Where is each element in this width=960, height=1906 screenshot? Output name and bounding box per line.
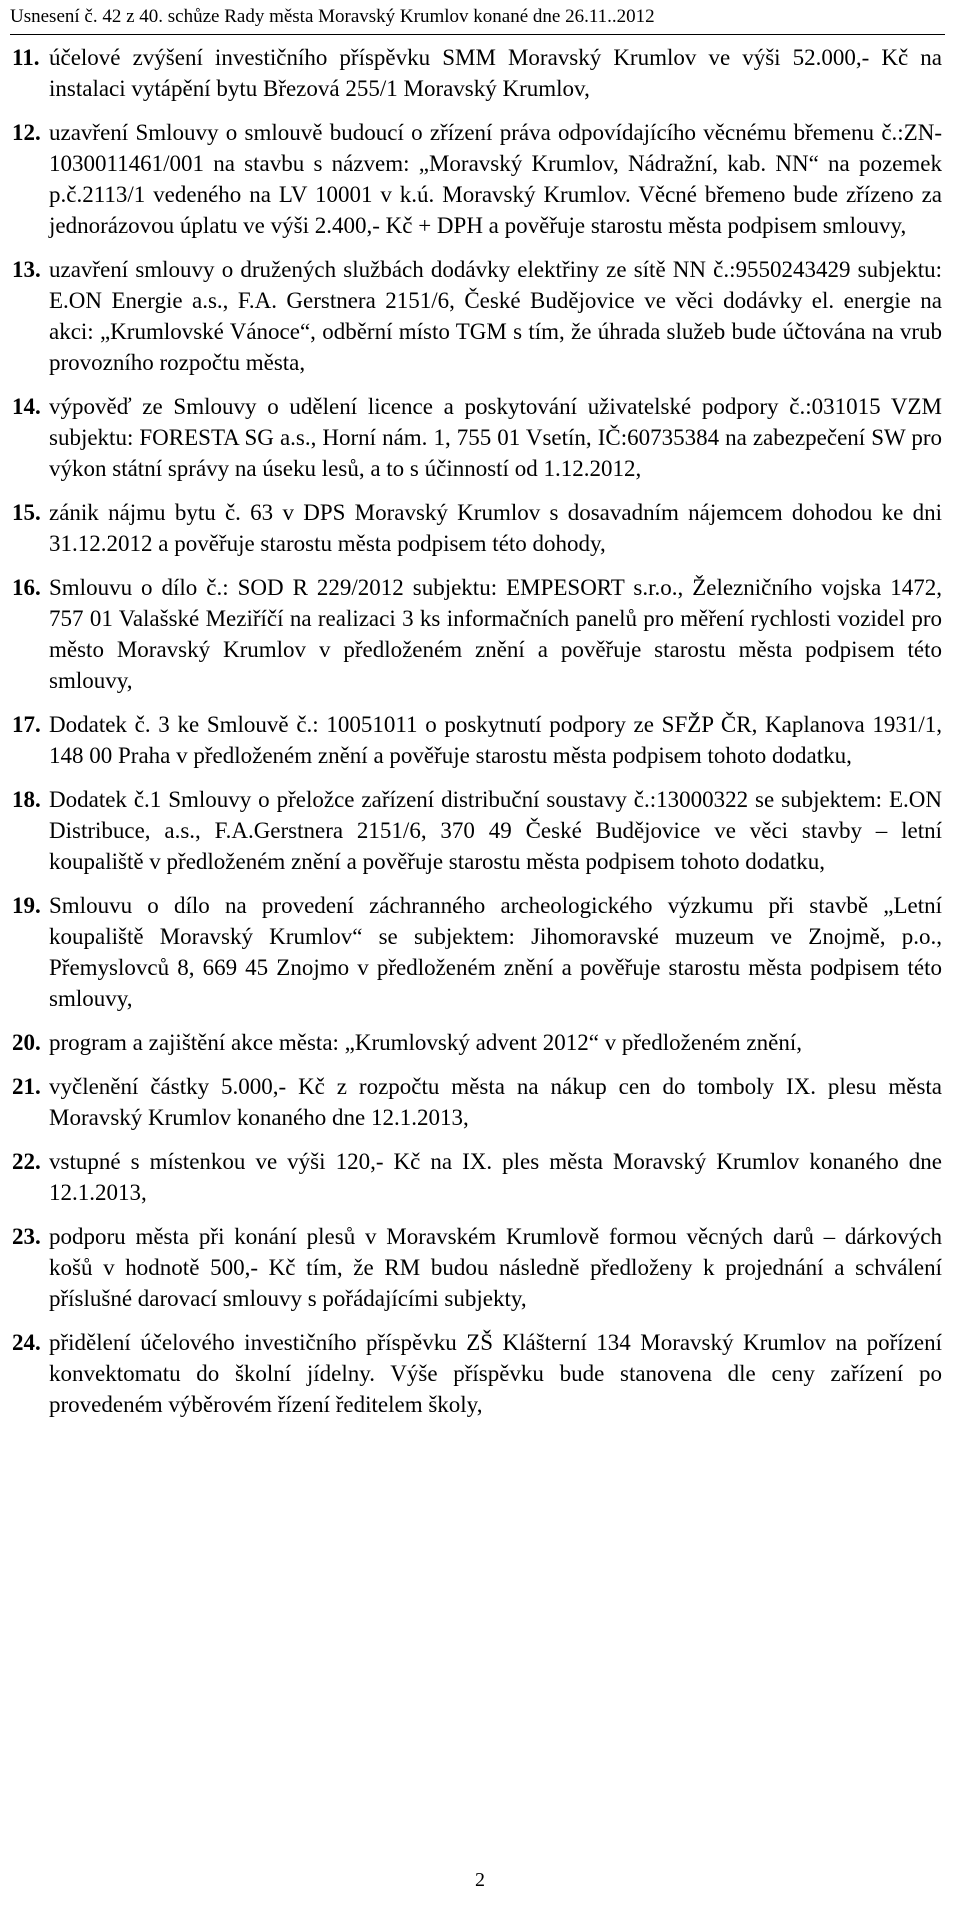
item-text: účelové zvýšení investičního příspěvku SMM Moravský Krumlov ve výši 52.000,- Kč na instalaci vytápění bytu Březová 255/1 Moravský Krumlov, xyxy=(49,45,942,101)
item-number: 18. xyxy=(12,787,41,812)
list-item xyxy=(12,572,942,696)
item-text: výpověď ze Smlouvy o udělení licence a poskytování uživatelské podpory č.:031015 VZM subjektu: FORESTA SG a.s., Horní nám. 1, 755 01 Vsetín, IČ:60735384 na zabezpečení SW pro výkon státní správy na úseku lesů, a to s účinností od 1.12.2012, xyxy=(49,394,942,481)
item-text: program a zajištění akce města: „Krumlovský advent 2012“ v předloženém znění, xyxy=(49,1030,802,1055)
list-item xyxy=(12,1146,942,1208)
item-text: uzavření smlouvy o družených službách dodávky elektřiny ze sítě NN č.:9550243429 subjektu: E.ON Energie a.s., F.A. Gerstnera 2151/6, České Budějovice ve věci dodávky el. energie na akci: „Krumlovské Vánoce“, odběrní místo TGM s tím, že úhrada služeb bude účtována na vrub provozního rozpočtu města, xyxy=(49,257,942,375)
item-text: Dodatek č.1 Smlouvy o přeložce zařízení distribuční soustavy č.:13000322 se subjektem: E.ON Distribuce, a.s., F.A.Gerstnera 2151/6, 370 49 České Budějovice ve věci stavby – letní koupaliště v předloženém znění a pověřuje starostu města podpisem tohoto dodatku, xyxy=(49,787,942,874)
list-item xyxy=(12,391,942,484)
item-text: vstupné s místenkou ve výši 120,- Kč na IX. ples města Moravský Krumlov konaného dne 12.1.2013, xyxy=(49,1149,942,1205)
item-number: 13. xyxy=(12,257,41,282)
item-text: zánik nájmu bytu č. 63 v DPS Moravský Krumlov s dosavadním nájemcem dohodou ke dni 31.12.2012 a pověřuje starostu města podpisem této dohody, xyxy=(49,500,942,556)
item-number: 19. xyxy=(12,893,41,918)
item-number: 24. xyxy=(12,1330,41,1355)
item-text: podporu města při konání plesů v Moravském Krumlově formou věcných darů – dárkových košů v hodnotě 500,- Kč tím, že RM budou následně předloženy k projednání a schválení příslušné darovací smlouvy s pořádajícími subjekty, xyxy=(49,1224,942,1311)
page-header: Usnesení č. 42 z 40. schůze Rady města Moravský Krumlov konané dne 26.11..2012 xyxy=(10,6,945,35)
list-item xyxy=(12,1327,942,1420)
item-number: 20. xyxy=(12,1030,41,1055)
item-number: 17. xyxy=(12,712,41,737)
list-item xyxy=(12,254,942,378)
item-number: 16. xyxy=(12,575,41,600)
item-number: 22. xyxy=(12,1149,41,1174)
item-number: 15. xyxy=(12,500,41,525)
list-item xyxy=(12,890,942,1014)
list-item xyxy=(12,1221,942,1314)
item-text: Smlouvu o dílo na provedení záchranného archeologického výzkumu při stavbě „Letní koupaliště Moravský Krumlov“ se subjektem: Jihomoravské muzeum ve Znojmě, p.o., Přemyslovců 8, 669 45 Znojmo v předloženém znění a pověřuje starostu města podpisem této smlouvy, xyxy=(49,893,942,1011)
list-item xyxy=(12,1027,942,1058)
list-item xyxy=(12,1071,942,1133)
item-number: 12. xyxy=(12,120,41,145)
item-text: přidělení účelového investičního příspěvku ZŠ Klášterní 134 Moravský Krumlov na pořízení konvektomatu do školní jídelny. Výše příspěvku bude stanovena dle ceny zařízení po provedeném výběrovém řízení ředitelem školy, xyxy=(49,1330,942,1417)
item-text: Smlouvu o dílo č.: SOD R 229/2012 subjektu: EMPESORT s.r.o., Železničního vojska 1472, 757 01 Valašské Meziříčí na realizaci 3 ks informačních panelů pro měření rychlosti vozidel pro město Moravský Krumlov v předloženém znění a pověřuje starostu města podpisem této smlouvy, xyxy=(49,575,942,693)
resolution-list xyxy=(12,42,942,1433)
list-item xyxy=(12,42,942,104)
list-item xyxy=(12,784,942,877)
list-item xyxy=(12,117,942,241)
item-text: Dodatek č. 3 ke Smlouvě č.: 10051011 o poskytnutí podpory ze SFŽP ČR, Kaplanova 1931/1, 148 00 Praha v předloženém znění a pověřuje starostu města podpisem tohoto dodatku, xyxy=(49,712,942,768)
list-item xyxy=(12,709,942,771)
page-number: 2 xyxy=(475,1869,485,1891)
list-item xyxy=(12,497,942,559)
item-number: 23. xyxy=(12,1224,41,1249)
item-number: 11. xyxy=(12,45,40,70)
item-text: vyčlenění částky 5.000,- Kč z rozpočtu města na nákup cen do tomboly IX. plesu města Moravský Krumlov konaného dne 12.1.2013, xyxy=(49,1074,942,1130)
item-number: 14. xyxy=(12,394,41,419)
item-number: 21. xyxy=(12,1074,41,1099)
item-text: uzavření Smlouvy o smlouvě budoucí o zřízení práva odpovídajícího věcnému břemenu č.:ZN-1030011461/001 na stavbu s názvem: „Moravský Krumlov, Nádražní, kab. NN“ na pozemek p.č.2113/1 vedeného na LV 10001 v k.ú. Moravský Krumlov. Věcné břemeno bude zřízeno za jednorázovou úplatu ve výši 2.400,- Kč + DPH a pověřuje starostu města podpisem smlouvy, xyxy=(49,120,942,238)
